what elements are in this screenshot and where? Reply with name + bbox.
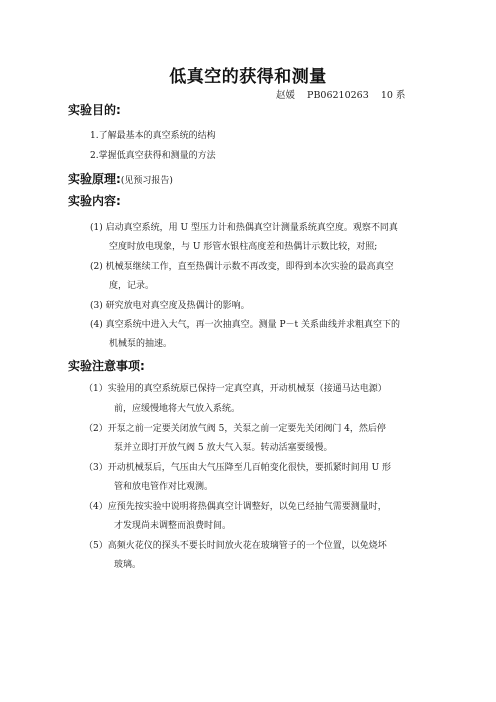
content-line: (2) 机械泵继续工作，直至热偶计示数不再改变，即得到本次实验的最高真空: [90, 262, 394, 272]
principle-note: (见预习报告): [120, 176, 173, 186]
document-title: 低真空的获得和测量: [169, 67, 327, 87]
notes-line: （1）实验用的真空系统原已保持一定真空真，开动机械泵（接通马达电源）: [84, 384, 387, 394]
content-line: 机械泵的抽速。: [109, 339, 173, 349]
content-line: (4) 真空系统中进入大气，再一次抽真空。测量 P－t 关系曲线并求粗真空下的: [90, 320, 401, 330]
heading-purpose: 实验目的:: [68, 103, 121, 117]
notes-line: （5）高频火花仪的探头不要长时间放火花在玻璃管子的一个位置，以免烧坏: [84, 541, 387, 551]
purpose-item: 1.了解最基本的真空系统的结构: [90, 131, 216, 141]
purpose-item: 2.掌握低真空获得和测量的方法: [90, 151, 216, 161]
author-name: 赵媛: [276, 90, 296, 101]
content-line: (3) 研究放电对真空度及热偶计的影响。: [90, 301, 250, 311]
content-line: 度，记录。: [109, 281, 155, 291]
content-line: (1) 启动真空系统，用 U 型压力计和热偶真空计测量系统真空度。观察不同真: [90, 223, 398, 233]
notes-line: 玻璃。: [114, 560, 142, 570]
author-line: [276, 87, 414, 101]
heading-principle-text: 实验原理:: [68, 172, 121, 186]
heading-content: 实验内容:: [68, 194, 121, 208]
content-line: 空度时放电现象，与 U 形管水银柱高度差和热偶计示数比较，对照;: [109, 242, 378, 252]
notes-line: （4）应预先按实验中说明将热偶真空计调整好，以免已经抽气需要测量时，: [84, 502, 387, 512]
department: 10 系: [380, 90, 406, 101]
notes-line: （3）开动机械泵后，气压由大气压降至几百帕变化很快，要抓紧时间用 U 形: [84, 463, 392, 473]
heading-notes: 实验注意事项:: [68, 359, 145, 373]
notes-line: 泵并立即打开放气阀 5 放大气入泵。转动活塞要缓慢。: [114, 443, 333, 453]
heading-principle: [68, 170, 173, 187]
notes-line: 才发现尚未调整而浪费时间。: [114, 521, 232, 531]
notes-line: 前，应缓慢地将大气放入系统。: [114, 404, 241, 414]
notes-line: 管和放电管作对比观测。: [114, 482, 214, 492]
notes-line: （2）开泵之前一定要关闭放气阀 5，关泵之前一定要先关闭阀门 4，然后停: [84, 424, 386, 434]
student-id: PB06210263: [307, 90, 369, 101]
